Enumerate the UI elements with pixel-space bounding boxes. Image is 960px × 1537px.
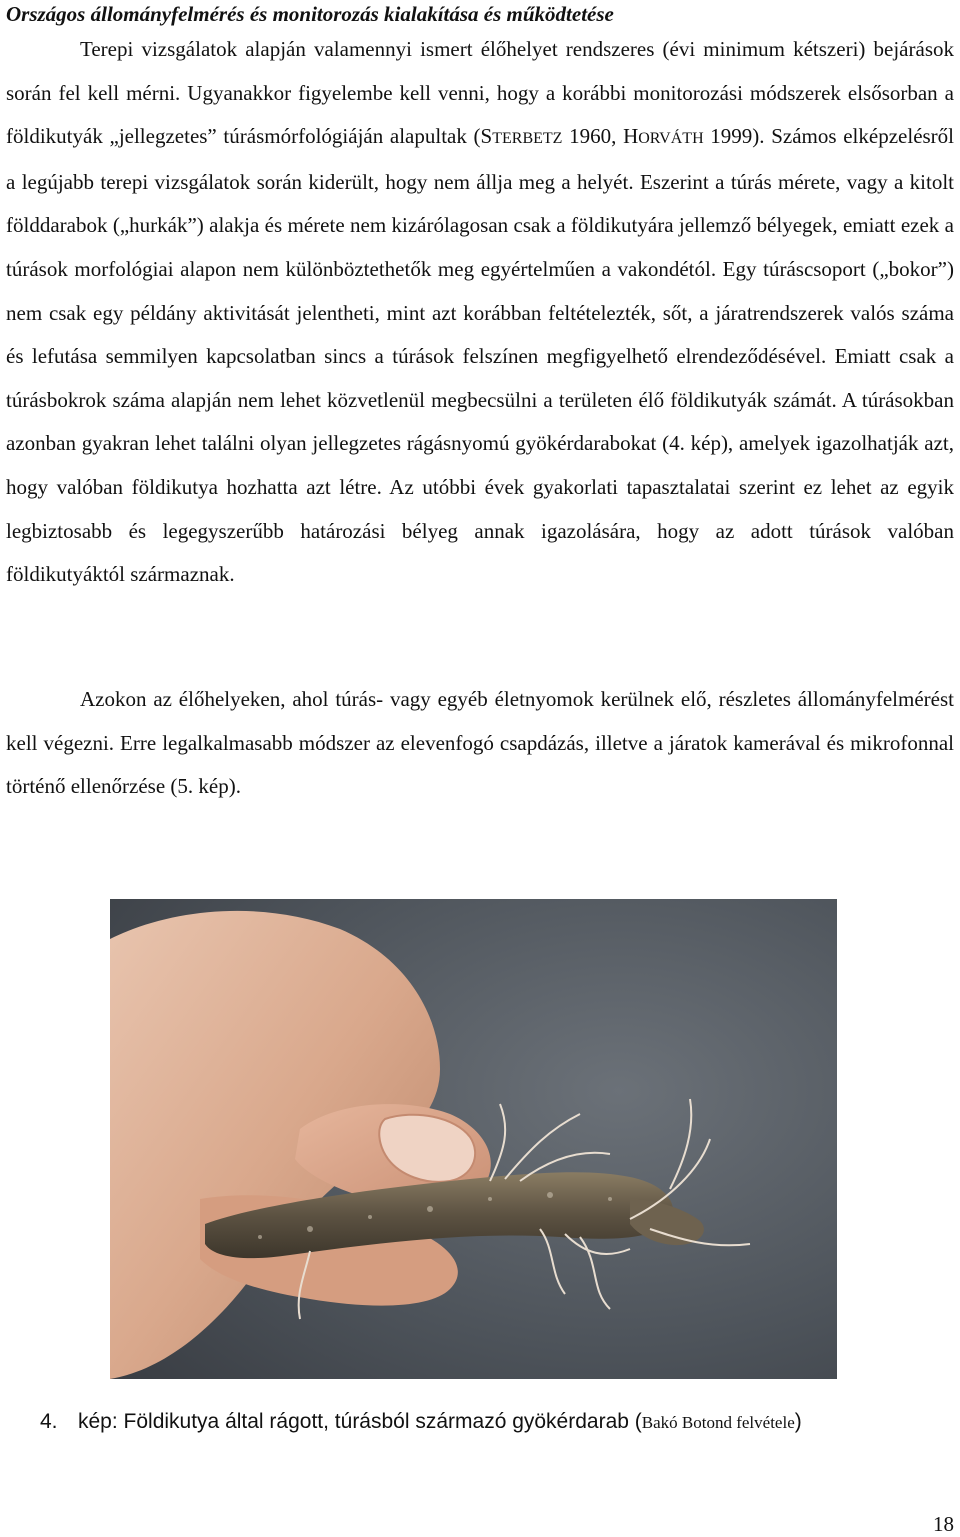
figure-caption (40, 1406, 802, 1439)
paragraph-1-text-c: 1999). Számos elképzelésről a legújabb terepi vizsgálatok során kiderült, hogy nem állja meg a helyét. Eszerint a túrás mérete, vagy a kitolt földdarabok („hurkák”) alakja és mérete nem kizárólagosan csak a földikutyára jellemző bélyegek, emiatt ezek a túrások morfológiai alapon nem különböztethetők meg egyértelműen a vakondétól. Egy túráscsoport („bokor”) nem csak egy példány aktivitását jelentheti, mint azt korábban feltételezték, sőt, a járatrendszerek valós száma és lefutása semmilyen kapcsolatban sincs a túrások felszínen megfigyelhető elrendeződésével. Emiatt csak a túrásbokrok száma alapján nem lehet közvetlenül megbecsülni a területen élő földikutyák számát. A túrásokban azonban gyakran lehet találni olyan jellegzetes rágásnyomú gyökérdarabokat (4. kép), amelyek igazolhatják azt, hogy valóban földikutya hozhatta azt létre. Az utóbbi évek gyakorlati tapasztalatai szerint ez lehet az egyik legbiztosabb és legegyszerűbb határozási bélyeg annak igazolására, hogy az adott túrások valóban földikutyáktól származnak. (6, 124, 955, 587)
paragraph-1-text-b: 1960, H (562, 124, 639, 149)
root-fragment-photo (110, 899, 837, 1379)
caption-number: 4. (40, 1410, 58, 1433)
photo-illustration (110, 899, 837, 1379)
caption-text: kép: Földikutya által rágott, túrásból származó gyökérdarab ( (78, 1410, 642, 1433)
page-number: 18 (933, 1512, 954, 1536)
caption-close: ) (794, 1410, 802, 1433)
caption-credit: Bakó Botond felvétele (641, 1413, 795, 1432)
paragraph-2: Azokon az élőhelyeken, ahol túrás- vagy egyéb életnyomok kerülnek elő, részletes állományfelmérést kell végezni. Erre legalkalmasabb módszer az elevenfogó csapdázás, illetve a járatok kamerával és mikrofonnal történő ellenőrzése (5. kép). (6, 687, 954, 799)
author-horvath: ORVÁTH (638, 130, 704, 148)
section-heading: Országos állományfelmérés és monitorozás kialakítása és működtetése (6, 2, 614, 26)
author-sterbetz: TERBETZ (492, 130, 563, 148)
paragraph-1-text-a: Terepi vizsgálatok alapján valamennyi ismert élőhelyet rendszeres (évi minimum kétszeri) bejárások során fel kell mérni. Ugyanakkor figyelembe kell venni, hogy a korábbi monitorozási módszerek elsősorban a földikutyák „jellegzetes” túrásmórfológiáján alapultak (S (6, 37, 954, 149)
paragraph-1 (6, 28, 954, 597)
